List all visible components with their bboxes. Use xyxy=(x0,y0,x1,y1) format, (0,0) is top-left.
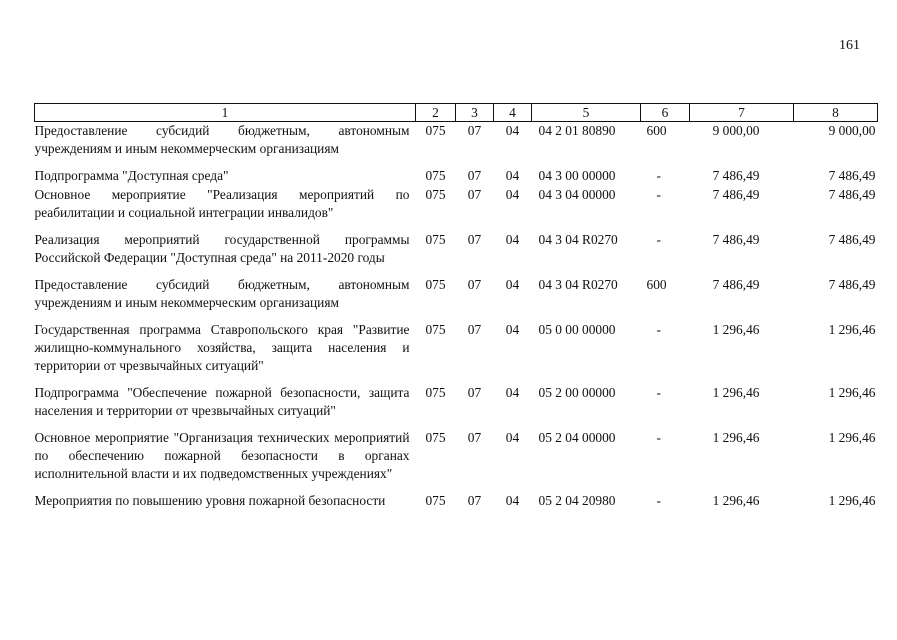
row-description: Основное мероприятие "Реализация мероприятий по реабилитации и социальной интеграции инвалидов" xyxy=(34,187,410,220)
row-expense-type: - xyxy=(656,493,661,508)
header-cell-5: 5 xyxy=(532,104,641,122)
row-subsection: 04 xyxy=(505,123,520,138)
row-expense-type: - xyxy=(656,187,661,202)
row-code-admin: 075 xyxy=(425,123,446,138)
row-target-article: 05 2 04 20980 xyxy=(538,493,616,508)
row-subsection: 04 xyxy=(505,187,520,202)
row-target-article: 04 3 04 R0270 xyxy=(538,277,618,292)
table-row xyxy=(35,231,878,268)
row-amount-2: 1 296,46 xyxy=(828,430,876,445)
row-section: 07 xyxy=(467,493,482,508)
row-expense-type: - xyxy=(656,168,661,183)
row-target-article: 04 3 04 00000 xyxy=(538,187,616,202)
budget-table xyxy=(34,103,878,511)
row-description: Предоставление субсидий бюджетным, автономным учреждениям и иным некоммерческим организациям xyxy=(34,123,410,156)
row-code-admin: 075 xyxy=(425,385,446,400)
row-target-article: 04 2 01 80890 xyxy=(538,123,616,138)
row-subsection: 04 xyxy=(505,385,520,400)
row-section: 07 xyxy=(467,187,482,202)
row-amount-1: 7 486,49 xyxy=(712,187,760,202)
row-amount-2: 1 296,46 xyxy=(828,322,876,337)
row-amount-1: 7 486,49 xyxy=(712,232,760,247)
row-target-article: 05 2 00 00000 xyxy=(538,385,616,400)
row-description: Подпрограмма "Обеспечение пожарной безопасности, защита населения и территории от чрезвычайных ситуаций" xyxy=(34,385,410,418)
row-amount-2: 7 486,49 xyxy=(828,277,876,292)
row-code-admin: 075 xyxy=(425,232,446,247)
row-subsection: 04 xyxy=(505,168,520,183)
row-target-article: 04 3 04 R0270 xyxy=(538,232,618,247)
table-row xyxy=(35,429,878,484)
row-description: Подпрограмма "Доступная среда" xyxy=(34,168,229,183)
row-expense-type: - xyxy=(656,322,661,337)
row-code-admin: 075 xyxy=(425,187,446,202)
row-code-admin: 075 xyxy=(425,168,446,183)
header-cell-6: 6 xyxy=(641,104,690,122)
table-row xyxy=(35,186,878,223)
row-target-article: 05 2 04 00000 xyxy=(538,430,616,445)
row-subsection: 04 xyxy=(505,232,520,247)
table-row xyxy=(35,321,878,376)
page-number: 161 xyxy=(839,38,860,53)
row-section: 07 xyxy=(467,232,482,247)
row-subsection: 04 xyxy=(505,322,520,337)
header-cell-8: 8 xyxy=(794,104,878,122)
row-section: 07 xyxy=(467,385,482,400)
row-section: 07 xyxy=(467,277,482,292)
row-description: Мероприятия по повышению уровня пожарной безопасности xyxy=(34,493,386,508)
row-expense-type: 600 xyxy=(646,277,667,292)
row-code-admin: 075 xyxy=(425,430,446,445)
row-section: 07 xyxy=(467,168,482,183)
table-row xyxy=(35,276,878,313)
row-expense-type: - xyxy=(656,232,661,247)
row-description: Предоставление субсидий бюджетным, автономным учреждениям и иным некоммерческим организациям xyxy=(34,277,410,310)
row-expense-type: 600 xyxy=(646,123,667,138)
row-amount-2: 1 296,46 xyxy=(828,493,876,508)
row-amount-1: 1 296,46 xyxy=(712,430,760,445)
row-amount-2: 7 486,49 xyxy=(828,232,876,247)
row-description: Основное мероприятие "Организация технических мероприятий по обеспечению пожарной безопасности в органах исполнительной власти и их подведомственных учреждениях" xyxy=(34,430,410,481)
row-code-admin: 075 xyxy=(425,493,446,508)
table-row xyxy=(35,492,878,511)
header-cell-3: 3 xyxy=(456,104,494,122)
row-amount-1: 1 296,46 xyxy=(712,322,760,337)
row-target-article: 05 0 00 00000 xyxy=(538,322,616,337)
row-description: Государственная программа Ставропольского края "Развитие жилищно-коммунального хозяйства, защита населения и территории от чрезвычайных ситуаций" xyxy=(34,322,410,373)
table-header-row xyxy=(35,104,878,122)
row-section: 07 xyxy=(467,430,482,445)
row-amount-2: 1 296,46 xyxy=(828,385,876,400)
row-section: 07 xyxy=(467,322,482,337)
row-subsection: 04 xyxy=(505,277,520,292)
row-code-admin: 075 xyxy=(425,277,446,292)
header-cell-2: 2 xyxy=(416,104,456,122)
header-cell-7: 7 xyxy=(690,104,794,122)
row-description: Реализация мероприятий государственной программы Российской Федерации "Доступная среда" на 2011-2020 годы xyxy=(34,232,410,265)
row-amount-1: 7 486,49 xyxy=(712,168,760,183)
row-section: 07 xyxy=(467,123,482,138)
table-row xyxy=(35,167,878,186)
row-amount-1: 1 296,46 xyxy=(712,385,760,400)
row-target-article: 04 3 00 00000 xyxy=(538,168,616,183)
row-code-admin: 075 xyxy=(425,322,446,337)
row-amount-2: 7 486,49 xyxy=(828,187,876,202)
row-expense-type: - xyxy=(656,385,661,400)
row-amount-2: 9 000,00 xyxy=(828,123,876,138)
row-amount-1: 9 000,00 xyxy=(712,123,760,138)
header-cell-4: 4 xyxy=(494,104,532,122)
row-amount-1: 7 486,49 xyxy=(712,277,760,292)
table-row xyxy=(35,122,878,160)
row-subsection: 04 xyxy=(505,493,520,508)
row-amount-2: 7 486,49 xyxy=(828,168,876,183)
row-amount-1: 1 296,46 xyxy=(712,493,760,508)
header-cell-1: 1 xyxy=(35,104,416,122)
table-row xyxy=(35,384,878,421)
row-subsection: 04 xyxy=(505,430,520,445)
row-expense-type: - xyxy=(656,430,661,445)
